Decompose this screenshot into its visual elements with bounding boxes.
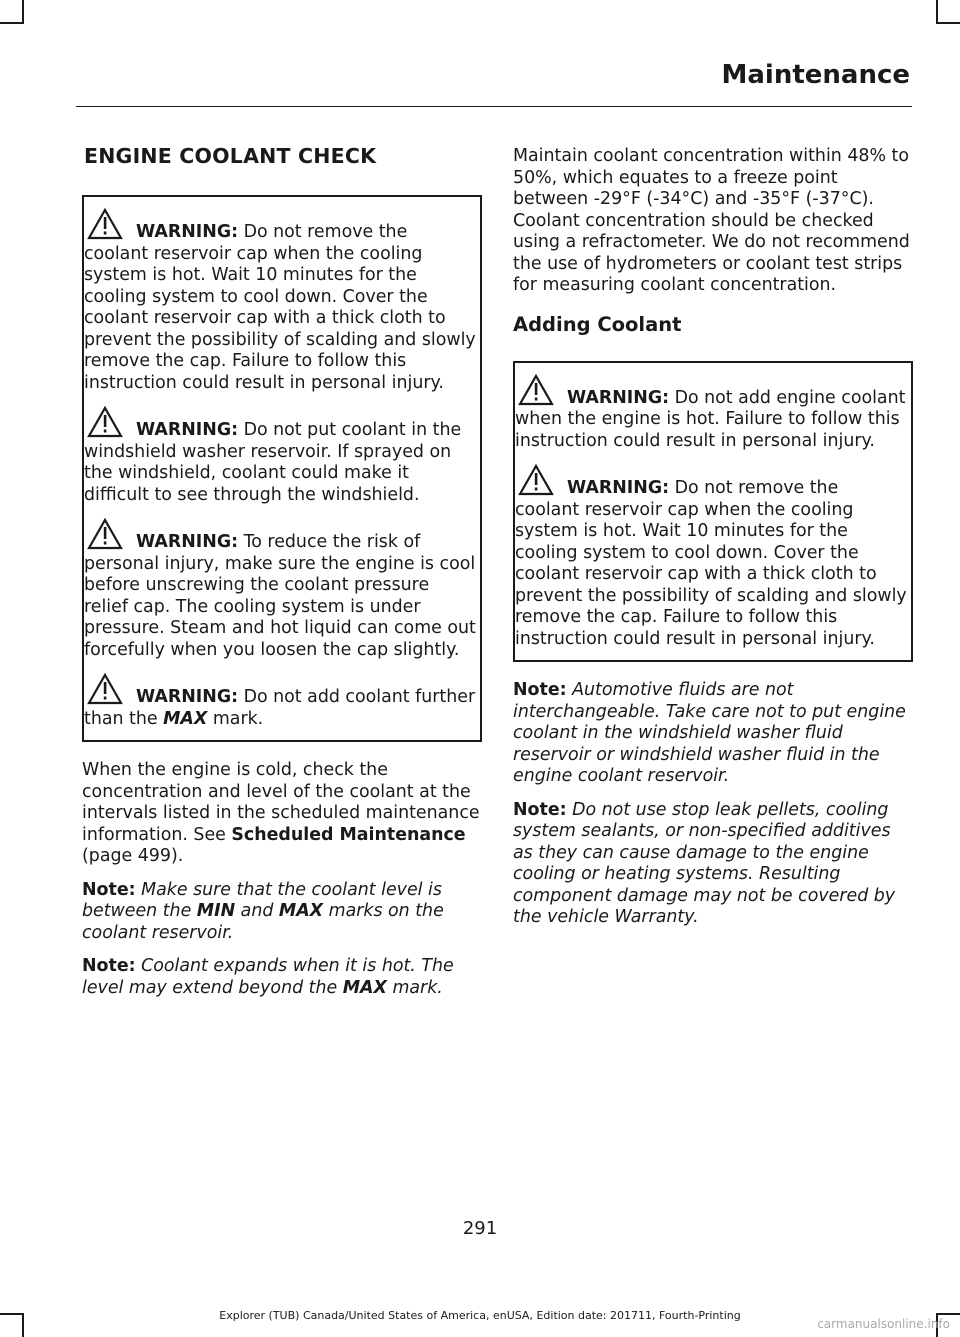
warning-triangle-icon (84, 207, 130, 241)
min-mark: MIN (196, 901, 236, 921)
note-label: Note: (82, 879, 136, 900)
note (82, 880, 482, 945)
crop-mark (22, 0, 24, 24)
warning-text: To reduce the risk of personal injury, make sure the engine is cool before unscrewing the coolant pressure relief cap. The cooling system is under pressure. Steam and hot liquid can come out forcefully when you loosen the cap slightly. (84, 532, 476, 660)
warning-text: Do not remove the coolant reservoir cap when the cooling system is hot. Wait 10 minutes for the cooling system to cool down. Cover the coolant reservoir cap with a thick cloth to prevent the possibility of scalding and slowly remove the cap. Failure to follow this instruction could result in personal injury. (84, 222, 476, 393)
warning-item (84, 672, 476, 730)
note-text: marks on the coolant reservoir. (82, 901, 444, 943)
crop-mark (0, 22, 24, 24)
paragraph-text: When the engine is cold, check the concentration and level of the coolant at the intervals listed in the scheduled maintenance information. See (82, 760, 480, 845)
note-text: Automotive fluids are not interchangeable. Take care not to put engine coolant in the windshield washer fluid reservoir or windshield washer fluid in the engine coolant reservoir. (513, 680, 906, 786)
note-text: Make sure that the coolant level is between the (82, 879, 442, 921)
warning-text: Do not add coolant further than the (84, 687, 476, 729)
header-rule (76, 106, 912, 107)
warning-triangle-icon (84, 517, 130, 551)
page-header-title: Maintenance (721, 60, 910, 90)
note (513, 680, 913, 788)
watermark: carmanualsonline.info (817, 1317, 950, 1331)
paragraph (82, 760, 482, 868)
section-title: ENGINE COOLANT CHECK (84, 144, 377, 168)
warning-label: WARNING: (136, 222, 239, 242)
note-label: Note: (82, 956, 136, 976)
crop-mark (936, 22, 960, 24)
right-column (513, 146, 913, 941)
warning-triangle-icon (515, 373, 561, 407)
warning-text: mark. (207, 708, 264, 729)
paragraph: Maintain coolant concentration within 48% to 50%, which equates to a freeze point between -29°F (-34°C) and -35°F (-37°C). Coolant concentration should be checked using a refractometer. We do not recommend the use of hydrometers or coolant test strips for measuring coolant concentration. (513, 146, 910, 295)
warning-triangle-icon (515, 463, 561, 497)
left-column (82, 144, 482, 1011)
warning-label: WARNING: (136, 420, 239, 440)
warning-triangle-icon (84, 672, 130, 706)
crop-mark (936, 0, 938, 24)
warning-item (84, 207, 476, 394)
page-number: 291 (462, 1218, 498, 1239)
note (513, 800, 913, 929)
warning-item (515, 463, 907, 650)
warning-label: WARNING: (136, 687, 239, 707)
warning-text: Do not put coolant in the windshield washer reservoir. If sprayed on the windshield, coolant could make it difficult to see through the windshield. (84, 420, 462, 505)
subheading: Adding Coolant (513, 312, 682, 336)
note-text: Do not use stop leak pellets, cooling system sealants, or non-specified additives as they can cause damage to the engine cooling or heating systems. Resulting component damage may not be covered by the vehicle Warranty. (513, 799, 896, 927)
note (82, 956, 482, 999)
warning-text: Do not add engine coolant when the engine is hot. Failure to follow this instruction could result in personal injury. (515, 387, 906, 451)
warning-label: WARNING: (567, 387, 670, 408)
note-text: mark. (386, 977, 443, 998)
note-text: and (235, 901, 279, 921)
warning-text: Do not remove the coolant reservoir cap when the cooling system is hot. Wait 10 minutes for the cooling system to cool down. Cover the coolant reservoir cap with a thick cloth to prevent the possibility of scalding and slowly remove the cap. Failure to follow this instruction could result in personal injury. (515, 478, 907, 649)
warning-box (82, 195, 482, 742)
warning-box (513, 361, 913, 663)
note-label: Note: (513, 799, 567, 820)
note-text: Coolant expands when it is hot. The level may extend beyond the (82, 956, 454, 998)
warning-item (515, 373, 907, 453)
max-mark: MAX (163, 708, 208, 729)
warning-triangle-icon (84, 405, 130, 439)
warning-item (84, 517, 476, 661)
note-label: Note: (513, 680, 567, 700)
warning-item (84, 405, 476, 506)
max-mark: MAX (342, 977, 387, 998)
warning-label: WARNING: (567, 478, 670, 498)
cross-reference-link[interactable]: Scheduled Maintenance (231, 824, 466, 845)
max-mark: MAX (278, 901, 324, 921)
warning-label: WARNING: (136, 532, 239, 552)
page-footer: Explorer (TUB) Canada/United States of America, enUSA, Edition date: 201711, Fourth-Printing (219, 1309, 741, 1322)
paragraph-text: (page 499). (82, 846, 184, 866)
